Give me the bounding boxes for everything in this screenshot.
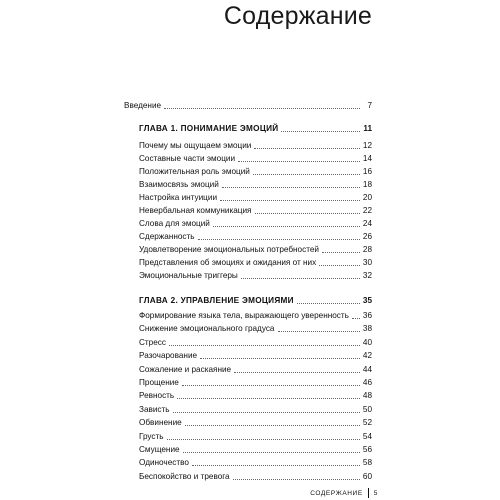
- dot-leader: [278, 323, 361, 332]
- toc-chapter-1[interactable]: [139, 122, 372, 135]
- dot-leader: [281, 123, 360, 132]
- dot-leader: [322, 244, 360, 253]
- footer-page-number: 5: [373, 489, 378, 497]
- toc-entry[interactable]: [139, 204, 372, 217]
- dot-leader: [352, 310, 360, 319]
- toc-chapter-2[interactable]: [139, 294, 372, 307]
- toc-entry[interactable]: [139, 322, 372, 335]
- toc-entry-label: Прощение: [139, 378, 179, 387]
- toc-entry[interactable]: [139, 309, 372, 322]
- toc-entry-label: Положительная роль эмоций: [139, 167, 250, 176]
- toc-entry-page: 40: [362, 338, 372, 347]
- footer-section-label: СОДЕРЖАНИЕ: [310, 489, 363, 497]
- dot-leader: [185, 417, 360, 426]
- toc-entry-label: Настройка интуиции: [139, 193, 218, 202]
- toc-entry[interactable]: [139, 403, 372, 416]
- toc-entry-page: 60: [362, 472, 372, 481]
- dot-leader: [173, 404, 360, 413]
- page-footer: [310, 488, 378, 498]
- toc-entry[interactable]: [139, 191, 372, 204]
- toc-entry-page: 30: [362, 258, 372, 267]
- toc-entry[interactable]: [139, 243, 372, 256]
- dot-leader: [177, 390, 360, 399]
- dot-leader: [200, 350, 360, 359]
- toc-entry-page: 36: [362, 311, 372, 320]
- toc-entry-page: 56: [362, 445, 372, 454]
- toc-entry[interactable]: [139, 336, 372, 349]
- toc-entry-page: 26: [362, 232, 372, 241]
- toc-entry[interactable]: [139, 269, 372, 282]
- toc-entry[interactable]: [139, 389, 372, 402]
- toc-entry-label: Представления об эмоциях и ожидания от них: [139, 258, 317, 267]
- toc-entry[interactable]: [139, 256, 372, 269]
- dot-leader: [167, 431, 360, 440]
- dot-leader: [233, 471, 360, 480]
- toc-entry-label: Смущение: [139, 445, 180, 454]
- dot-leader: [319, 257, 360, 266]
- toc-entry-label: Ревность: [139, 391, 175, 400]
- toc-entry[interactable]: [139, 165, 372, 178]
- toc-entry-page: 18: [362, 180, 372, 189]
- dot-leader: [192, 457, 360, 466]
- dot-leader: [222, 179, 360, 188]
- toc-entry-page: 54: [362, 432, 372, 441]
- toc-chapter-label: ГЛАВА 2. УПРАВЛЕНИЕ ЭМОЦИЯМИ: [139, 296, 294, 305]
- toc-entry[interactable]: [139, 430, 372, 443]
- toc-entry-label: Разочарование: [139, 351, 198, 360]
- toc-entry-label: Эмоциональные триггеры: [139, 271, 238, 280]
- toc-entry[interactable]: [139, 349, 372, 362]
- toc-entry-page: 22: [362, 206, 372, 215]
- toc-entry-label: Взаимосвязь эмоций: [139, 180, 219, 189]
- toc-entry-page: 7: [367, 101, 372, 110]
- dot-leader: [169, 337, 360, 346]
- dot-leader: [254, 140, 360, 149]
- toc-entry-page: 12: [362, 141, 372, 150]
- toc-entry-label: Обвинение: [139, 418, 182, 427]
- dot-leader: [198, 231, 360, 240]
- toc-entry[interactable]: [139, 456, 372, 469]
- toc-entry-page: 50: [362, 405, 372, 414]
- toc-entry-label: Грусть: [139, 432, 164, 441]
- toc-entry-page: 58: [362, 458, 372, 467]
- toc-entry-label: Удовлетворение эмоциональных потребностей: [139, 245, 319, 254]
- toc-entry-label: Зависть: [139, 405, 170, 414]
- toc-entry[interactable]: [139, 152, 372, 165]
- toc-entry[interactable]: [139, 470, 372, 483]
- toc-entry-page: 48: [362, 391, 372, 400]
- dot-leader: [241, 270, 360, 279]
- dot-leader: [234, 364, 360, 373]
- toc-entry-page: 52: [362, 418, 372, 427]
- page-title: Содержание: [223, 2, 372, 30]
- toc-entry-label: Сожаление и раскаяние: [139, 365, 232, 374]
- toc-chapter-label: ГЛАВА 1. ПОНИМАНИЕ ЭМОЦИЙ: [139, 124, 279, 133]
- dot-leader: [238, 153, 360, 162]
- toc-entry-label: Формирование языка тела, выражающего уверенность: [139, 311, 349, 320]
- toc-entry-page: 44: [362, 365, 372, 374]
- toc-entry-page: 24: [362, 219, 372, 228]
- toc-entry[interactable]: [139, 363, 372, 376]
- toc-entry-label: Составные части эмоции: [139, 154, 236, 163]
- toc-entry-page: 14: [362, 154, 372, 163]
- toc-entry-label: Сдержанность: [139, 232, 195, 241]
- toc-entry-label: Слова для эмоций: [139, 219, 210, 228]
- toc-entry-intro[interactable]: [124, 99, 372, 112]
- toc-entry-page: 42: [362, 351, 372, 360]
- toc-entry-page: 28: [362, 245, 372, 254]
- toc-entry-label: Беспокойство и тревога: [139, 472, 230, 481]
- dot-leader: [220, 192, 360, 201]
- toc-entry-page: 46: [362, 378, 372, 387]
- toc-entry[interactable]: [139, 416, 372, 429]
- toc-entry-label: Стресс: [139, 338, 166, 347]
- toc-entry-page: 16: [362, 167, 372, 176]
- dot-leader: [213, 218, 360, 227]
- dot-leader: [183, 444, 360, 453]
- toc-entry-label: Невербальная коммуникация: [139, 206, 252, 215]
- toc-entry[interactable]: [139, 139, 372, 152]
- toc-chapter-page: 11: [363, 124, 372, 133]
- dot-leader: [182, 377, 360, 386]
- toc-entry-label: Почему мы ощущаем эмоции: [139, 141, 252, 150]
- toc-entry[interactable]: [139, 230, 372, 243]
- toc-entry-page: 20: [362, 193, 372, 202]
- toc-entry[interactable]: [139, 443, 372, 456]
- toc-chapter-page: 35: [362, 296, 372, 305]
- toc-entry-page: 32: [362, 271, 372, 280]
- toc-entry[interactable]: [139, 217, 372, 230]
- footer-divider: [368, 488, 369, 498]
- toc-entry[interactable]: [139, 376, 372, 389]
- toc-entry-label: Снижение эмоционального градуса: [139, 324, 275, 333]
- toc-entry-label: Одиночество: [139, 458, 189, 467]
- dot-leader: [253, 166, 360, 175]
- dot-leader: [164, 100, 360, 109]
- dot-leader: [255, 205, 361, 214]
- toc-entry-page: 38: [362, 324, 372, 333]
- toc-entry-label: Введение: [124, 101, 162, 110]
- dot-leader: [297, 295, 360, 304]
- toc-entry[interactable]: [139, 178, 372, 191]
